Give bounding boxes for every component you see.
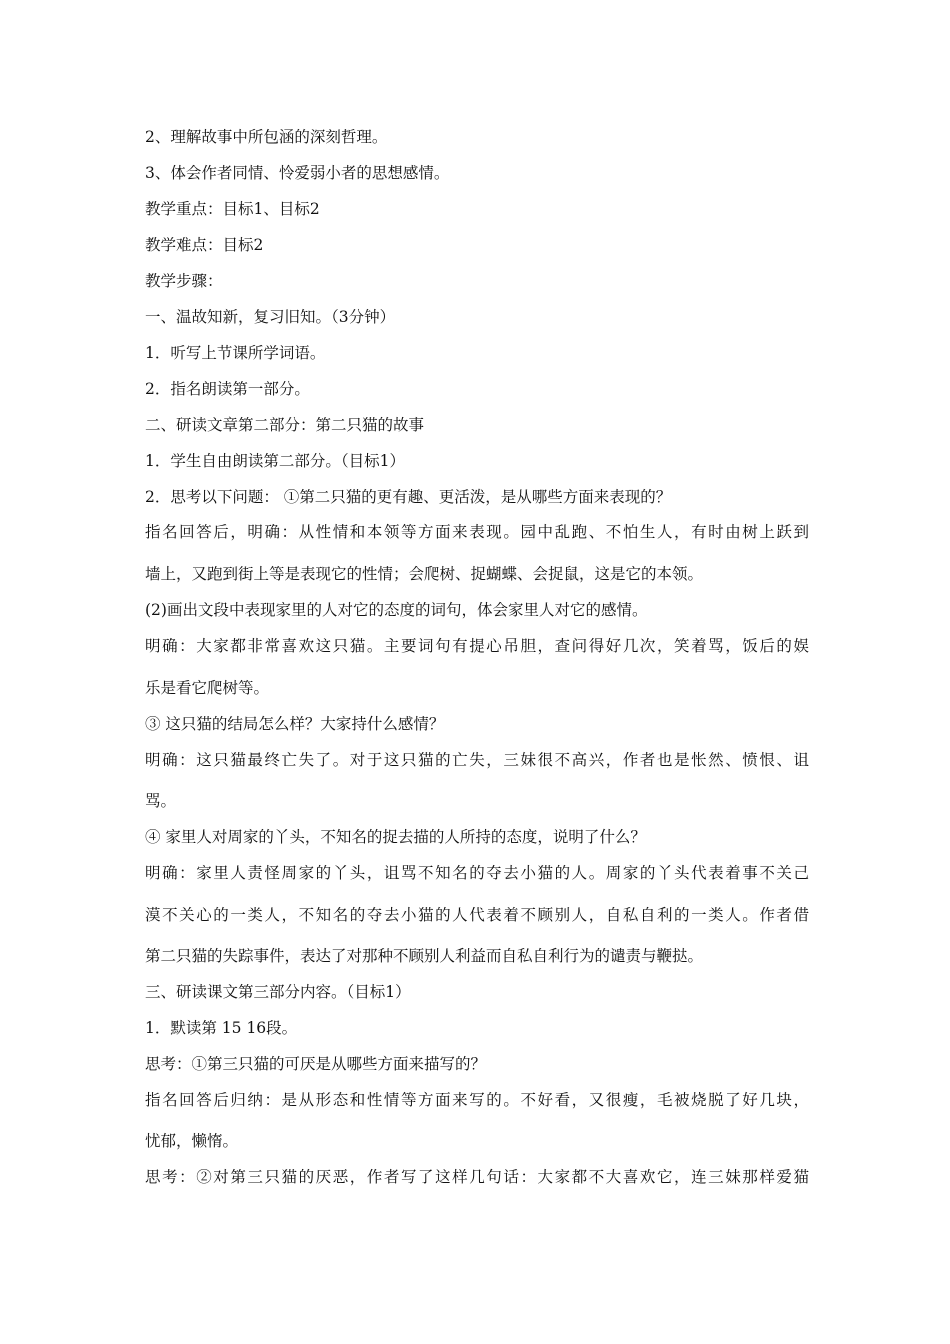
text-line: 忧郁，懒惰。 (145, 1132, 239, 1150)
text-line: 1．学生自由朗读第二部分。（目标1） (145, 452, 405, 470)
text-line: ③ 这只猫的结局怎么样？大家持什么感情？ (145, 715, 445, 733)
text-line: 骂。 (145, 792, 177, 810)
text-line: 2、理解故事中所包涵的深刻哲理。 (145, 128, 388, 146)
text-line: 墙上，又跑到街上等是表现它的性情；会爬树、捉蝴蝶、会捉鼠，这是它的本领。 (145, 565, 704, 583)
text-line: 1．默读第 15 16段。 (145, 1019, 298, 1037)
text-line: 指名回答后，明确：从性情和本领等方面来表现。园中乱跑、不怕生人，有时由树上跃到 (145, 523, 809, 541)
section-heading: 三、研读课文第三部分内容。（目标1） (145, 983, 411, 1001)
text-line: 1．听写上节课所学词语。 (145, 344, 326, 362)
section-heading: 一、温故知新，复习旧知。（3分钟） (145, 308, 396, 326)
text-line: 教学重点：目标1、目标2 (145, 200, 320, 218)
text-line: 指名回答后归纳：是从形态和性情等方面来写的。不好看，又很瘦，毛被烧脱了好几块， (145, 1091, 809, 1109)
text-line: 明确：大家都非常喜欢这只猫。主要词句有提心吊胆，查问得好几次，笑着骂，饭后的娱 (145, 637, 809, 655)
text-line: 漠不关心的一类人，不知名的夺去小猫的人代表着不顾别人，自私自利的一类人。作者借 (145, 906, 809, 924)
text-line: 思考：①第三只猫的可厌是从哪些方面来描写的？ (145, 1055, 487, 1073)
text-line: 2．指名朗读第一部分。 (145, 380, 310, 398)
text-line: 2．思考以下问题： ①第二只猫的更有趣、更活泼，是从哪些方面来表现的？ (145, 488, 672, 506)
text-line: 乐是看它爬树等。 (145, 679, 270, 697)
text-line: 3、体会作者同情、怜爱弱小者的思想感情。 (145, 164, 450, 182)
text-line: 第二只猫的失踪事件，表达了对那种不顾别人利益而自私自利行为的谴责与鞭挞。 (145, 947, 704, 965)
section-heading: 二、研读文章第二部分：第二只猫的故事 (145, 416, 425, 434)
text-line: 思考：②对第三只猫的厌恶，作者写了这样几句话：大家都不大喜欢它，连三妹那样爱猫 (145, 1168, 809, 1186)
text-line: ④ 家里人对周家的丫头，不知名的捉去描的人所持的态度，说明了什么？ (145, 828, 646, 846)
text-line: 教学步骤： (145, 272, 223, 290)
text-line: 明确：这只猫最终亡失了。对于这只猫的亡失，三妹很不高兴，作者也是怅然、愤恨、诅 (145, 751, 809, 769)
text-line: 明确：家里人责怪周家的丫头，诅骂不知名的夺去小猫的人。周家的丫头代表着事不关己 (145, 864, 809, 882)
text-line: 教学难点：目标2 (145, 236, 264, 254)
text-line: (2)画出文段中表现家里的人对它的态度的词句，体会家里人对它的感情。 (145, 601, 648, 619)
